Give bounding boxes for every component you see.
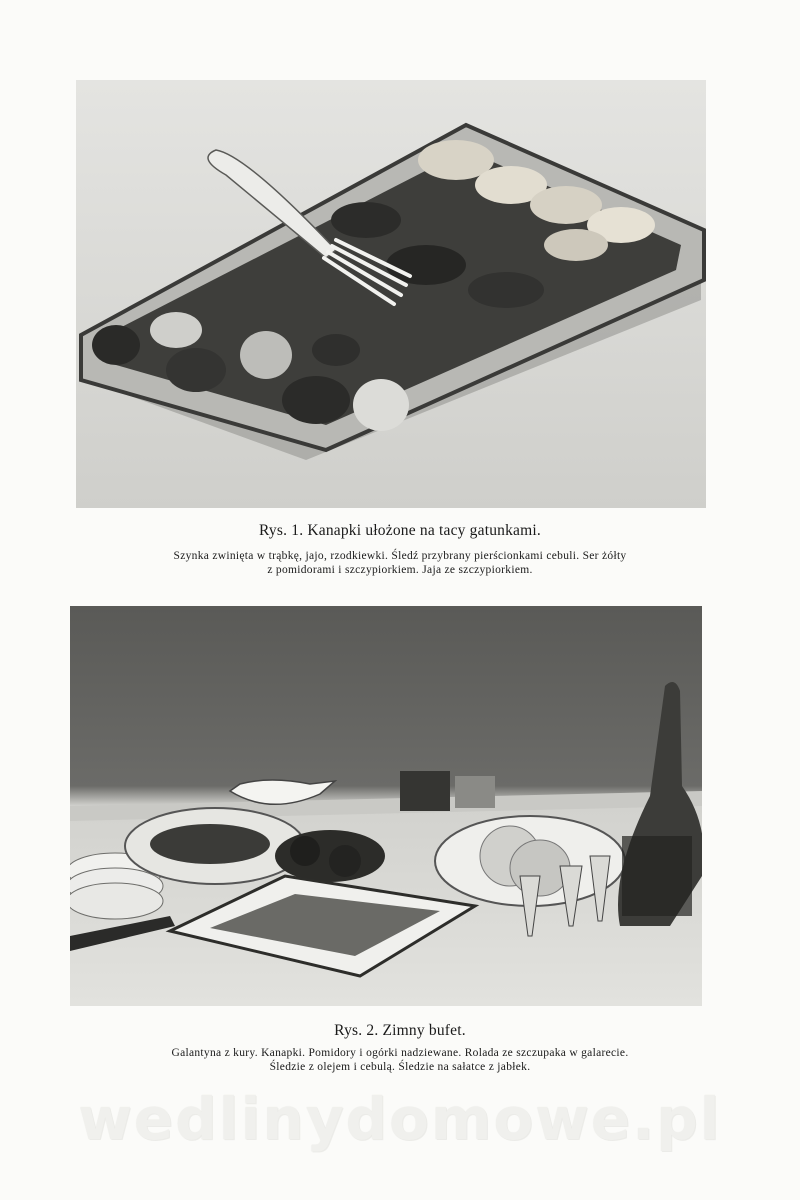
photo-canapes-on-tray <box>76 80 706 508</box>
figure-1-title: Rys. 1. Kanapki ułożone na tacy gatunkami. <box>259 522 541 539</box>
figure-1-description <box>60 549 740 577</box>
figure-1-description-line: Szynka zwinięta w trąbkę, jajo, rzodkiewki. Śledź przybrany pierścionkami cebuli. Ser żółty <box>173 550 627 562</box>
site-watermark: wedlinydomowe.pl <box>78 1085 722 1153</box>
figure-2-description-line: Śledzie z olejem i cebulą. Śledzie na sałatce z jabłek. <box>269 1061 531 1073</box>
figure-1-description-line: z pomidorami i szczypiorkiem. Jaja ze szczypiorkiem. <box>267 564 533 576</box>
figure-2-title: Rys. 2. Zimny bufet. <box>334 1022 466 1039</box>
figure-2-description <box>60 1046 740 1074</box>
photo-cold-buffet <box>70 606 702 1006</box>
figure-2-description-line: Galantyna z kury. Kanapki. Pomidory i ogórki nadziewane. Rolada ze szczupaka w galarecie. <box>171 1047 629 1059</box>
